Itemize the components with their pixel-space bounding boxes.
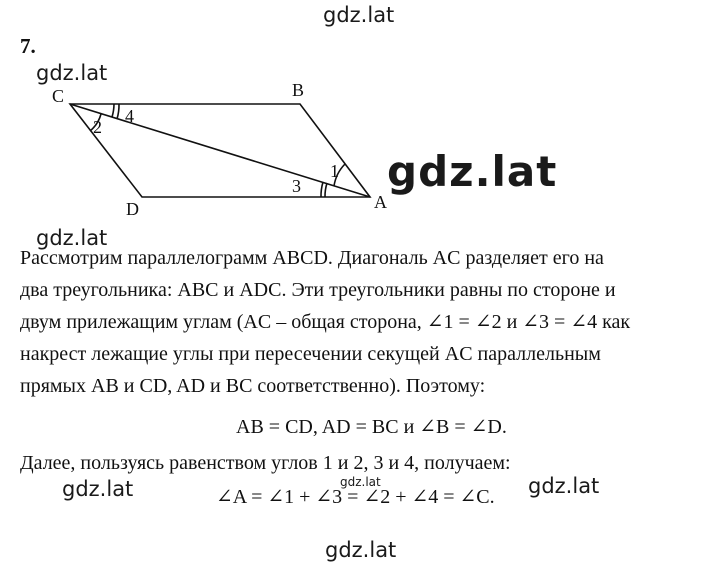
problem-number: 7. (20, 34, 36, 58)
angle-4-label: 4 (125, 106, 134, 126)
equation-sides-angles: AB = CD, AD = BC и ∠B = ∠D. (236, 416, 507, 438)
watermark-large: gdz.lat (387, 147, 558, 196)
paragraph-line: двум прилежащим углам (AC – общая сторона, ∠1 = ∠2 и ∠3 = ∠4 как (20, 311, 631, 333)
angle-2-label: 2 (93, 117, 102, 137)
paragraph-line: два треугольника: ABC и ADC. Эти треугольники равны по стороне и (20, 279, 616, 301)
watermark-tiny: gdz.lat (340, 475, 381, 489)
angle-arc-3a (325, 183, 327, 197)
angle-arc-3b (321, 182, 323, 197)
angle-arc-4a (112, 104, 114, 117)
paragraph-line: прямых AB и CD, AD и BC соответственно). Поэтому: (20, 375, 486, 397)
vertex-a-label: A (374, 192, 387, 212)
watermark-bottom: gdz.lat (325, 538, 397, 562)
angle-3-label: 3 (292, 176, 301, 196)
watermark-left-middle: gdz.lat (36, 226, 108, 250)
angle-1-label: 1 (330, 161, 339, 181)
angle-arc-4b (117, 104, 119, 119)
paragraph-line: Рассмотрим параллелограмм ABCD. Диагональ AC разделяет его на (20, 247, 604, 269)
diagonal-ac (70, 104, 370, 197)
vertex-b-label: B (292, 80, 305, 100)
vertex-c-label: C (52, 86, 65, 106)
watermark-left-upper: gdz.lat (36, 61, 108, 85)
watermark-bottom-right: gdz.lat (528, 474, 600, 498)
conclusion-line: Далее, пользуясь равенством углов 1 и 2, 3 и 4, получаем: (20, 452, 511, 474)
watermark-top: gdz.lat (323, 3, 395, 27)
vertex-d-label: D (126, 199, 139, 219)
equation-angles: ∠A = ∠1 + ∠3 = ∠2 + ∠4 = ∠C. (216, 486, 495, 508)
paragraph-line: накрест лежащие углы при пересечении секущей AC параллельным (20, 343, 601, 365)
watermark-bottom-left: gdz.lat (62, 477, 134, 501)
solution-paragraph (20, 242, 710, 402)
